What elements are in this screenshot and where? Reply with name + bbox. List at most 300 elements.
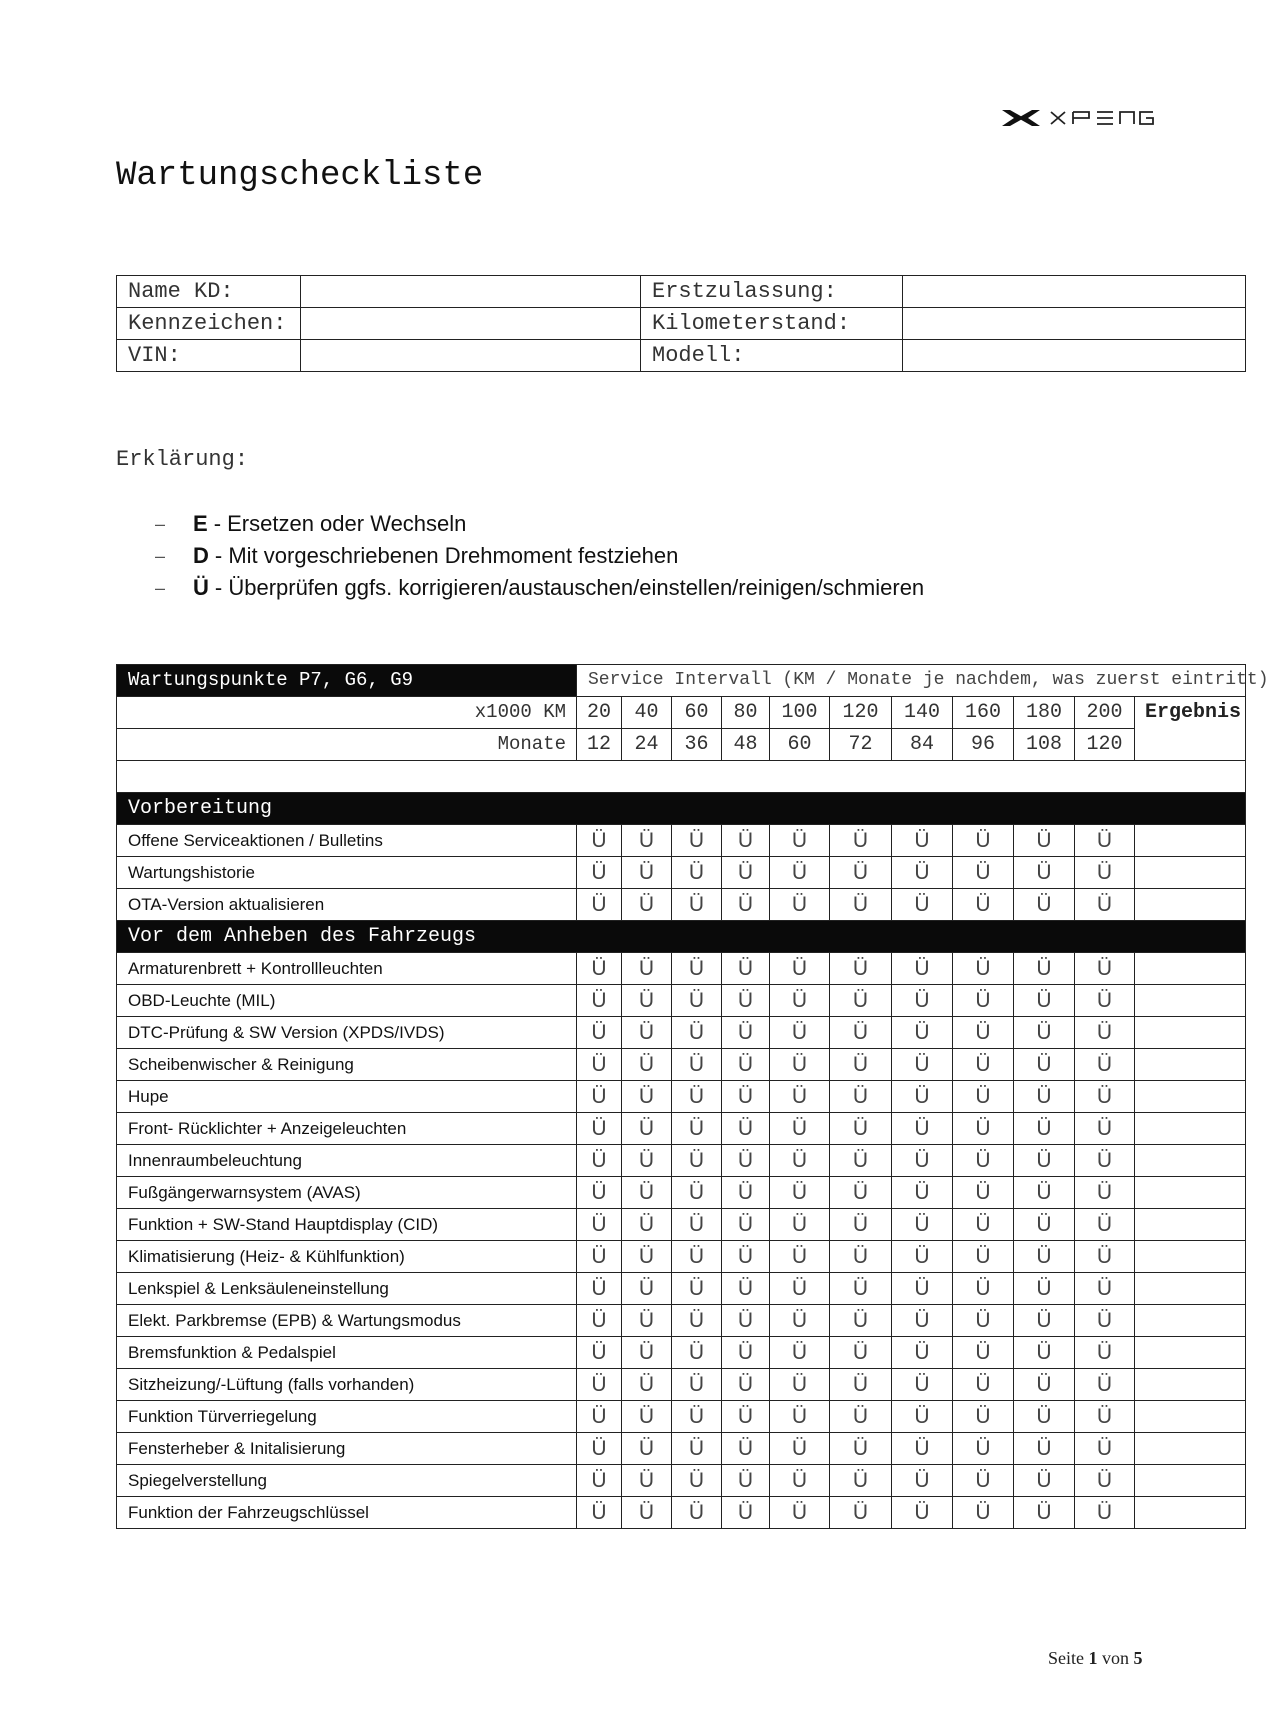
check-mark-cell[interactable]: Ü — [770, 1273, 830, 1305]
check-mark-cell[interactable]: Ü — [770, 1177, 830, 1209]
km-value: 100 — [770, 697, 830, 729]
check-mark-cell[interactable]: Ü — [892, 1017, 953, 1049]
check-mark-cell[interactable]: Ü — [830, 1017, 892, 1049]
result-cell[interactable] — [1135, 1177, 1246, 1209]
check-mark-cell[interactable]: Ü — [1075, 1273, 1135, 1305]
check-mark-cell[interactable]: Ü — [953, 1017, 1014, 1049]
check-mark-cell[interactable]: Ü — [1014, 1113, 1075, 1145]
check-mark-cell[interactable]: Ü — [672, 1273, 722, 1305]
check-mark-cell[interactable]: Ü — [672, 1145, 722, 1177]
check-mark-cell[interactable]: Ü — [892, 1177, 953, 1209]
check-mark-cell[interactable]: Ü — [830, 825, 892, 857]
check-mark-cell[interactable]: Ü — [722, 889, 770, 921]
check-mark-cell[interactable]: Ü — [770, 1497, 830, 1529]
check-mark-cell[interactable]: Ü — [953, 825, 1014, 857]
check-mark-cell[interactable]: Ü — [830, 1113, 892, 1145]
months-value: 72 — [830, 729, 892, 761]
check-mark-cell[interactable]: Ü — [830, 1337, 892, 1369]
check-mark-cell[interactable]: Ü — [1014, 1017, 1075, 1049]
info-label: VIN: — [117, 340, 301, 372]
check-mark-cell[interactable]: Ü — [953, 1273, 1014, 1305]
result-cell[interactable] — [1135, 1305, 1246, 1337]
check-mark-cell[interactable]: Ü — [830, 1401, 892, 1433]
check-mark-cell[interactable]: Ü — [622, 825, 672, 857]
result-cell[interactable] — [1135, 1401, 1246, 1433]
result-cell[interactable] — [1135, 857, 1246, 889]
check-mark-cell[interactable]: Ü — [953, 1209, 1014, 1241]
check-mark-cell[interactable]: Ü — [953, 1433, 1014, 1465]
check-mark-cell[interactable]: Ü — [830, 1433, 892, 1465]
check-mark-cell[interactable]: Ü — [830, 857, 892, 889]
check-mark-cell[interactable]: Ü — [722, 1049, 770, 1081]
check-mark-cell[interactable]: Ü — [770, 825, 830, 857]
check-mark-cell[interactable]: Ü — [953, 1465, 1014, 1497]
result-cell[interactable] — [1135, 1241, 1246, 1273]
check-mark-cell[interactable]: Ü — [953, 1497, 1014, 1529]
check-mark-cell[interactable]: Ü — [577, 1113, 622, 1145]
check-mark-cell[interactable]: Ü — [722, 1369, 770, 1401]
result-cell[interactable] — [1135, 1369, 1246, 1401]
check-mark-cell[interactable]: Ü — [830, 985, 892, 1017]
check-mark-cell[interactable]: Ü — [577, 1369, 622, 1401]
check-mark-cell[interactable]: Ü — [953, 857, 1014, 889]
check-mark-cell[interactable]: Ü — [577, 1145, 622, 1177]
check-mark-cell[interactable]: Ü — [892, 1273, 953, 1305]
check-mark-cell[interactable]: Ü — [722, 1305, 770, 1337]
check-mark-cell[interactable]: Ü — [1014, 1337, 1075, 1369]
check-mark-cell[interactable]: Ü — [830, 1049, 892, 1081]
check-mark-cell[interactable]: Ü — [830, 1145, 892, 1177]
check-mark-cell[interactable]: Ü — [622, 1017, 672, 1049]
section-header-row — [117, 921, 1246, 953]
check-mark-cell[interactable]: Ü — [892, 1337, 953, 1369]
km-value: 80 — [722, 697, 770, 729]
check-mark-cell[interactable]: Ü — [622, 1241, 672, 1273]
check-mark-cell[interactable]: Ü — [770, 1465, 830, 1497]
check-mark-cell[interactable]: Ü — [1075, 1305, 1135, 1337]
check-mark-cell[interactable]: Ü — [672, 1401, 722, 1433]
legend-item — [155, 508, 924, 540]
check-mark-cell[interactable]: Ü — [830, 1305, 892, 1337]
check-mark-cell[interactable]: Ü — [830, 1465, 892, 1497]
check-mark-cell[interactable]: Ü — [770, 889, 830, 921]
spacer-cell — [117, 761, 1246, 793]
check-mark-cell[interactable]: Ü — [953, 1337, 1014, 1369]
checklist-item-label: Wartungshistorie — [117, 857, 577, 889]
table-row — [117, 1433, 1246, 1465]
info-input-field[interactable] — [903, 276, 1246, 308]
legend-item — [155, 572, 924, 604]
checklist-item-label: Scheibenwischer & Reinigung — [117, 1049, 577, 1081]
check-mark-cell[interactable]: Ü — [1014, 1241, 1075, 1273]
table-row — [117, 985, 1246, 1017]
check-mark-cell[interactable]: Ü — [672, 825, 722, 857]
check-mark-cell[interactable]: Ü — [1075, 953, 1135, 985]
km-value: 180 — [1014, 697, 1075, 729]
table-row — [117, 1273, 1246, 1305]
check-mark-cell[interactable]: Ü — [770, 985, 830, 1017]
check-mark-cell[interactable]: Ü — [722, 825, 770, 857]
result-cell[interactable] — [1135, 889, 1246, 921]
result-header: Ergebnis — [1135, 697, 1246, 761]
check-mark-cell[interactable]: Ü — [722, 1209, 770, 1241]
check-mark-cell[interactable]: Ü — [1014, 1081, 1075, 1113]
checklist-item-label: OBD-Leuchte (MIL) — [117, 985, 577, 1017]
table-row — [117, 1017, 1246, 1049]
check-mark-cell[interactable]: Ü — [722, 1145, 770, 1177]
result-cell[interactable] — [1135, 1273, 1246, 1305]
table-row — [117, 1401, 1246, 1433]
check-mark-cell[interactable]: Ü — [622, 1081, 672, 1113]
result-cell[interactable] — [1135, 1017, 1246, 1049]
result-cell[interactable] — [1135, 1145, 1246, 1177]
info-row — [117, 340, 1246, 372]
check-mark-cell[interactable]: Ü — [577, 857, 622, 889]
check-mark-cell[interactable]: Ü — [1075, 1401, 1135, 1433]
result-cell[interactable] — [1135, 1049, 1246, 1081]
legend-text: - Ersetzen oder Wechseln — [213, 511, 467, 536]
check-mark-cell[interactable]: Ü — [892, 1369, 953, 1401]
check-mark-cell[interactable]: Ü — [892, 889, 953, 921]
check-mark-cell[interactable]: Ü — [722, 1401, 770, 1433]
check-mark-cell[interactable]: Ü — [953, 1145, 1014, 1177]
months-value: 96 — [953, 729, 1014, 761]
check-mark-cell[interactable]: Ü — [622, 1273, 672, 1305]
km-label: x1000 KM — [117, 697, 577, 729]
check-mark-cell[interactable]: Ü — [1014, 1433, 1075, 1465]
table-row — [117, 1337, 1246, 1369]
check-mark-cell[interactable]: Ü — [1014, 857, 1075, 889]
check-mark-cell[interactable]: Ü — [1014, 1049, 1075, 1081]
km-value: 160 — [953, 697, 1014, 729]
check-mark-cell[interactable]: Ü — [577, 1017, 622, 1049]
check-mark-cell[interactable]: Ü — [622, 1305, 672, 1337]
km-value: 140 — [892, 697, 953, 729]
table-row — [117, 1081, 1246, 1113]
checklist-item-label: Fußgängerwarnsystem (AVAS) — [117, 1177, 577, 1209]
check-mark-cell[interactable]: Ü — [830, 1497, 892, 1529]
table-row — [117, 1113, 1246, 1145]
check-mark-cell[interactable]: Ü — [577, 1465, 622, 1497]
check-mark-cell[interactable]: Ü — [770, 1305, 830, 1337]
check-mark-cell[interactable]: Ü — [672, 1497, 722, 1529]
check-mark-cell[interactable]: Ü — [672, 1337, 722, 1369]
check-mark-cell[interactable]: Ü — [577, 1177, 622, 1209]
check-mark-cell[interactable]: Ü — [722, 1273, 770, 1305]
check-mark-cell[interactable]: Ü — [770, 1241, 830, 1273]
check-mark-cell[interactable]: Ü — [672, 1369, 722, 1401]
check-mark-cell[interactable]: Ü — [672, 1433, 722, 1465]
check-mark-cell[interactable]: Ü — [953, 953, 1014, 985]
check-mark-cell[interactable]: Ü — [622, 1177, 672, 1209]
check-mark-cell[interactable]: Ü — [622, 1209, 672, 1241]
check-mark-cell[interactable]: Ü — [722, 1337, 770, 1369]
check-mark-cell[interactable]: Ü — [770, 953, 830, 985]
check-mark-cell[interactable]: Ü — [892, 1305, 953, 1337]
check-mark-cell[interactable]: Ü — [722, 1465, 770, 1497]
check-mark-cell[interactable]: Ü — [953, 1113, 1014, 1145]
check-mark-cell[interactable]: Ü — [577, 1305, 622, 1337]
months-row — [117, 729, 1246, 761]
check-mark-cell[interactable]: Ü — [770, 1209, 830, 1241]
km-value: 20 — [577, 697, 622, 729]
check-mark-cell[interactable]: Ü — [622, 1369, 672, 1401]
checklist-item-label: Funktion Türverriegelung — [117, 1401, 577, 1433]
check-mark-cell[interactable]: Ü — [722, 953, 770, 985]
check-mark-cell[interactable]: Ü — [722, 857, 770, 889]
check-mark-cell[interactable]: Ü — [672, 953, 722, 985]
check-mark-cell[interactable]: Ü — [953, 1049, 1014, 1081]
result-cell[interactable] — [1135, 985, 1246, 1017]
check-mark-cell[interactable]: Ü — [892, 825, 953, 857]
check-mark-cell[interactable]: Ü — [722, 1017, 770, 1049]
km-value: 60 — [672, 697, 722, 729]
check-mark-cell[interactable]: Ü — [622, 1433, 672, 1465]
check-mark-cell[interactable]: Ü — [577, 1337, 622, 1369]
info-row — [117, 276, 1246, 308]
check-mark-cell[interactable]: Ü — [1014, 1465, 1075, 1497]
check-mark-cell[interactable]: Ü — [672, 1017, 722, 1049]
checklist-item-label: OTA-Version aktualisieren — [117, 889, 577, 921]
table-row — [117, 1177, 1246, 1209]
check-mark-cell[interactable]: Ü — [722, 1433, 770, 1465]
check-mark-cell[interactable]: Ü — [1075, 1177, 1135, 1209]
check-mark-cell[interactable]: Ü — [622, 1113, 672, 1145]
check-mark-cell[interactable]: Ü — [577, 1401, 622, 1433]
check-mark-cell[interactable]: Ü — [722, 1497, 770, 1529]
result-cell[interactable] — [1135, 1433, 1246, 1465]
check-mark-cell[interactable]: Ü — [722, 985, 770, 1017]
check-mark-cell[interactable]: Ü — [1014, 953, 1075, 985]
check-mark-cell[interactable]: Ü — [577, 1273, 622, 1305]
check-mark-cell[interactable]: Ü — [1075, 1017, 1135, 1049]
result-cell[interactable] — [1135, 825, 1246, 857]
check-mark-cell[interactable]: Ü — [892, 1433, 953, 1465]
result-cell[interactable] — [1135, 1497, 1246, 1529]
check-mark-cell[interactable]: Ü — [953, 1241, 1014, 1273]
check-mark-cell[interactable]: Ü — [672, 1177, 722, 1209]
check-mark-cell[interactable]: Ü — [892, 1465, 953, 1497]
page-current: 1 — [1088, 1648, 1098, 1668]
check-mark-cell[interactable]: Ü — [1075, 1337, 1135, 1369]
check-mark-cell[interactable]: Ü — [1014, 985, 1075, 1017]
check-mark-cell[interactable]: Ü — [622, 1497, 672, 1529]
legend-text: - Mit vorgeschriebenen Drehmoment festziehen — [214, 543, 679, 568]
section-title: Vorbereitung — [117, 793, 1246, 825]
check-mark-cell[interactable]: Ü — [622, 1049, 672, 1081]
legend-text: - Überprüfen ggfs. korrigieren/austauschen/einstellen/reinigen/schmieren — [214, 575, 925, 600]
check-mark-cell[interactable]: Ü — [1075, 1081, 1135, 1113]
check-mark-cell[interactable]: Ü — [1014, 1369, 1075, 1401]
result-cell[interactable] — [1135, 1465, 1246, 1497]
check-mark-cell[interactable]: Ü — [830, 1369, 892, 1401]
check-mark-cell[interactable]: Ü — [577, 1241, 622, 1273]
check-mark-cell[interactable]: Ü — [1014, 1497, 1075, 1529]
page-number — [1048, 1648, 1143, 1669]
checklist-item-label: Lenkspiel & Lenksäuleneinstellung — [117, 1273, 577, 1305]
check-mark-cell[interactable]: Ü — [892, 953, 953, 985]
check-mark-cell[interactable]: Ü — [722, 1081, 770, 1113]
check-mark-cell[interactable]: Ü — [622, 889, 672, 921]
info-input-field[interactable] — [301, 276, 641, 308]
check-mark-cell[interactable]: Ü — [672, 1049, 722, 1081]
check-mark-cell[interactable]: Ü — [892, 1081, 953, 1113]
check-mark-cell[interactable]: Ü — [830, 1081, 892, 1113]
check-mark-cell[interactable]: Ü — [770, 1113, 830, 1145]
check-mark-cell[interactable]: Ü — [577, 825, 622, 857]
xpeng-wordmark-icon — [1050, 111, 1154, 125]
check-mark-cell[interactable]: Ü — [892, 1145, 953, 1177]
check-mark-cell[interactable]: Ü — [1014, 825, 1075, 857]
info-input-field[interactable] — [903, 308, 1246, 340]
check-mark-cell[interactable]: Ü — [770, 1049, 830, 1081]
check-mark-cell[interactable]: Ü — [1075, 1369, 1135, 1401]
months-value: 24 — [622, 729, 672, 761]
info-input-field[interactable] — [301, 308, 641, 340]
page-total: 5 — [1133, 1648, 1143, 1668]
check-mark-cell[interactable]: Ü — [722, 1241, 770, 1273]
check-mark-cell[interactable]: Ü — [1014, 889, 1075, 921]
check-mark-cell[interactable]: Ü — [1075, 1145, 1135, 1177]
check-mark-cell[interactable]: Ü — [622, 1145, 672, 1177]
check-mark-cell[interactable]: Ü — [1075, 985, 1135, 1017]
check-mark-cell[interactable]: Ü — [953, 889, 1014, 921]
check-mark-cell[interactable]: Ü — [577, 1497, 622, 1529]
check-mark-cell[interactable]: Ü — [622, 857, 672, 889]
check-mark-cell[interactable]: Ü — [953, 1401, 1014, 1433]
check-mark-cell[interactable]: Ü — [672, 1465, 722, 1497]
check-mark-cell[interactable]: Ü — [892, 1113, 953, 1145]
check-mark-cell[interactable]: Ü — [1075, 1497, 1135, 1529]
check-mark-cell[interactable]: Ü — [722, 1113, 770, 1145]
check-mark-cell[interactable]: Ü — [830, 1241, 892, 1273]
check-mark-cell[interactable]: Ü — [770, 1017, 830, 1049]
check-mark-cell[interactable]: Ü — [953, 1081, 1014, 1113]
check-mark-cell[interactable]: Ü — [1014, 1305, 1075, 1337]
check-mark-cell[interactable]: Ü — [892, 857, 953, 889]
check-mark-cell[interactable]: Ü — [770, 857, 830, 889]
check-mark-cell[interactable]: Ü — [830, 1209, 892, 1241]
check-mark-cell[interactable]: Ü — [577, 1433, 622, 1465]
check-mark-cell[interactable]: Ü — [770, 1337, 830, 1369]
legend-code: E — [193, 511, 208, 536]
dash-bullet-icon: – — [155, 578, 166, 598]
check-mark-cell[interactable]: Ü — [577, 953, 622, 985]
check-mark-cell[interactable]: Ü — [1075, 1465, 1135, 1497]
check-mark-cell[interactable]: Ü — [672, 1241, 722, 1273]
check-mark-cell[interactable]: Ü — [892, 1209, 953, 1241]
section-title: Vor dem Anheben des Fahrzeugs — [117, 921, 1246, 953]
months-value: 36 — [672, 729, 722, 761]
checklist-item-label: Hupe — [117, 1081, 577, 1113]
check-mark-cell[interactable]: Ü — [1014, 1273, 1075, 1305]
check-mark-cell[interactable]: Ü — [622, 985, 672, 1017]
check-mark-cell[interactable]: Ü — [622, 1337, 672, 1369]
check-mark-cell[interactable]: Ü — [577, 889, 622, 921]
table-row — [117, 1049, 1246, 1081]
check-mark-cell[interactable]: Ü — [953, 1369, 1014, 1401]
check-mark-cell[interactable]: Ü — [1014, 1209, 1075, 1241]
check-mark-cell[interactable]: Ü — [672, 1305, 722, 1337]
check-mark-cell[interactable]: Ü — [622, 953, 672, 985]
table-header-row — [117, 665, 1246, 697]
check-mark-cell[interactable]: Ü — [1075, 1209, 1135, 1241]
info-label: Kilometerstand: — [641, 308, 903, 340]
check-mark-cell[interactable]: Ü — [892, 985, 953, 1017]
result-cell[interactable] — [1135, 953, 1246, 985]
result-cell[interactable] — [1135, 1113, 1246, 1145]
result-cell[interactable] — [1135, 1209, 1246, 1241]
check-mark-cell[interactable]: Ü — [770, 1433, 830, 1465]
check-mark-cell[interactable]: Ü — [1075, 889, 1135, 921]
check-mark-cell[interactable]: Ü — [672, 1113, 722, 1145]
info-row — [117, 308, 1246, 340]
customer-info-table — [116, 275, 1246, 372]
info-label: Name KD: — [117, 276, 301, 308]
check-mark-cell[interactable]: Ü — [830, 889, 892, 921]
table-row — [117, 825, 1246, 857]
check-mark-cell[interactable]: Ü — [1075, 857, 1135, 889]
info-label: Modell: — [641, 340, 903, 372]
check-mark-cell[interactable]: Ü — [672, 1209, 722, 1241]
check-mark-cell[interactable]: Ü — [672, 857, 722, 889]
check-mark-cell[interactable]: Ü — [830, 953, 892, 985]
check-mark-cell[interactable]: Ü — [1014, 1145, 1075, 1177]
check-mark-cell[interactable]: Ü — [577, 1049, 622, 1081]
check-mark-cell[interactable]: Ü — [577, 1209, 622, 1241]
table-row — [117, 889, 1246, 921]
check-mark-cell[interactable]: Ü — [1014, 1401, 1075, 1433]
check-mark-cell[interactable]: Ü — [770, 1369, 830, 1401]
check-mark-cell[interactable]: Ü — [1075, 1433, 1135, 1465]
check-mark-cell[interactable]: Ü — [622, 1401, 672, 1433]
check-mark-cell[interactable]: Ü — [892, 1049, 953, 1081]
check-mark-cell[interactable]: Ü — [892, 1497, 953, 1529]
legend-title: Erklärung: — [116, 447, 249, 472]
result-cell[interactable] — [1135, 1337, 1246, 1369]
spacer-row — [117, 761, 1246, 793]
check-mark-cell[interactable]: Ü — [830, 1177, 892, 1209]
check-mark-cell[interactable]: Ü — [722, 1177, 770, 1209]
check-mark-cell[interactable]: Ü — [1014, 1177, 1075, 1209]
info-input-field[interactable] — [903, 340, 1246, 372]
check-mark-cell[interactable]: Ü — [770, 1401, 830, 1433]
info-input-field[interactable] — [301, 340, 641, 372]
check-mark-cell[interactable]: Ü — [1075, 1241, 1135, 1273]
check-mark-cell[interactable]: Ü — [622, 1465, 672, 1497]
check-mark-cell[interactable]: Ü — [1075, 1049, 1135, 1081]
check-mark-cell[interactable]: Ü — [672, 985, 722, 1017]
check-mark-cell[interactable]: Ü — [770, 1145, 830, 1177]
check-mark-cell[interactable]: Ü — [892, 1241, 953, 1273]
check-mark-cell[interactable]: Ü — [770, 1081, 830, 1113]
check-mark-cell[interactable]: Ü — [953, 985, 1014, 1017]
check-mark-cell[interactable]: Ü — [1075, 1113, 1135, 1145]
table-row — [117, 1209, 1246, 1241]
check-mark-cell[interactable]: Ü — [672, 889, 722, 921]
check-mark-cell[interactable]: Ü — [892, 1401, 953, 1433]
months-label: Monate — [117, 729, 577, 761]
check-mark-cell[interactable]: Ü — [1075, 825, 1135, 857]
check-mark-cell[interactable]: Ü — [672, 1081, 722, 1113]
check-mark-cell[interactable]: Ü — [953, 1177, 1014, 1209]
legend-list — [155, 508, 924, 604]
check-mark-cell[interactable]: Ü — [577, 985, 622, 1017]
check-mark-cell[interactable]: Ü — [577, 1081, 622, 1113]
result-cell[interactable] — [1135, 1081, 1246, 1113]
check-mark-cell[interactable]: Ü — [953, 1305, 1014, 1337]
check-mark-cell[interactable]: Ü — [830, 1273, 892, 1305]
